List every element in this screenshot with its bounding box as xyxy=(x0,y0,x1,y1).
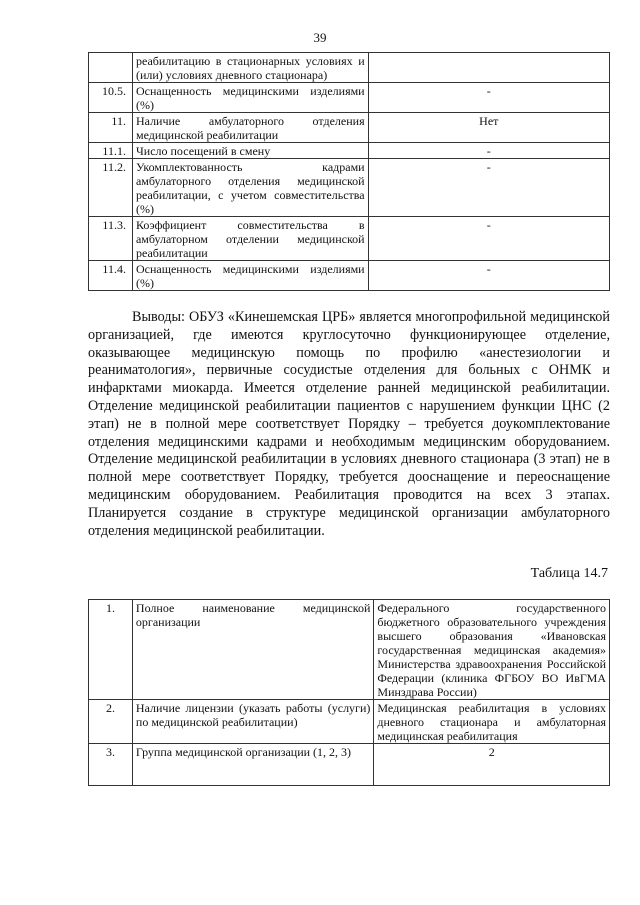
row-value: - xyxy=(368,83,609,113)
table-row xyxy=(89,217,610,261)
row-number: 2. xyxy=(89,700,133,744)
table-row xyxy=(89,143,610,159)
conclusion-text: Выводы: ОБУЗ «Кинешемская ЦРБ» является многопрофильной медицинской организацией, где имеются круглосуточно функционирующее отделение, оказывающее медицинскую помощь по профилю «анестезиологии и реаниматология», первичные сосудистые отделения для больных с ОНМК и инфарктами миокарда. Имеется отделение ранней медицинской реабилитации. Отделение медицинской реабилитации пациентов с нарушением функции ЦНС (2 этап) не в полной мере соответствует Порядку – требуется доукомплектование отделения медицинскими кадрами и необходимым медицинским оборудованием. Отделение медицинской реабилитации в условиях дневного стационара (3 этап) не в полной мере соответствует Порядку, требуется дооснащение и переоснащение медицинским оборудованием. Реабилитация проводится на всех 3 этапах. Планируется создание в структуре медицинской организации амбулаторного отделения медицинской реабилитации. xyxy=(88,309,610,539)
row-number: 11. xyxy=(89,113,133,143)
row-description: Оснащенность медицинскими изделиями (%) xyxy=(132,83,368,113)
table-row xyxy=(89,83,610,113)
row-number: 11.2. xyxy=(89,159,133,217)
row-value: - xyxy=(368,217,609,261)
table-row xyxy=(89,744,610,786)
table-row xyxy=(89,113,610,143)
row-number: 11.3. xyxy=(89,217,133,261)
table-row xyxy=(89,261,610,291)
row-value: - xyxy=(368,143,609,159)
organization-table xyxy=(88,599,610,786)
row-value: - xyxy=(368,261,609,291)
row-value: 2 xyxy=(374,744,610,786)
row-value: Нет xyxy=(368,113,609,143)
table-row xyxy=(89,53,610,83)
indicators-table xyxy=(88,52,610,291)
row-number: 3. xyxy=(89,744,133,786)
row-description: Группа медицинской организации (1, 2, 3) xyxy=(132,744,374,786)
row-description: Укомплектованность кадрами амбулаторного отделения медицинской реабилитации, с учетом совместительства (%) xyxy=(132,159,368,217)
row-value: Медицинская реабилитация в условиях дневного стационара и амбулаторная медицинская реабилитация xyxy=(374,700,610,744)
row-number: 10.5. xyxy=(89,83,133,113)
row-value: Федерального государственного бюджетного образовательного учреждения высшего образования «Ивановская государственная медицинская академия» Министерства здравоохранения Российской Федерации (клиника ФГБОУ ВО ИвГМА Минздрава России) xyxy=(374,600,610,700)
table-row xyxy=(89,600,610,700)
table-row xyxy=(89,159,610,217)
row-value: - xyxy=(368,159,609,217)
row-description: Оснащенность медицинскими изделиями (%) xyxy=(132,261,368,291)
row-description: Коэффициент совместительства в амбулаторном отделении медицинской реабилитации xyxy=(132,217,368,261)
row-number: 11.4. xyxy=(89,261,133,291)
row-value xyxy=(368,53,609,83)
row-number: 1. xyxy=(89,600,133,700)
page-number: 39 xyxy=(313,30,327,45)
row-number xyxy=(89,53,133,83)
row-description: Наличие амбулаторного отделения медицинской реабилитации xyxy=(132,113,368,143)
table-row xyxy=(89,700,610,744)
table-caption: Таблица 14.7 xyxy=(530,566,608,581)
row-description: Число посещений в смену xyxy=(132,143,368,159)
row-description: Наличие лицензии (указать работы (услуги) по медицинской реабилитации) xyxy=(132,700,374,744)
row-description: реабилитацию в стационарных условиях и (или) условиях дневного стационара) xyxy=(132,53,368,83)
row-description: Полное наименование медицинской организации xyxy=(132,600,374,700)
conclusion-paragraph xyxy=(88,309,610,540)
row-number: 11.1. xyxy=(89,143,133,159)
